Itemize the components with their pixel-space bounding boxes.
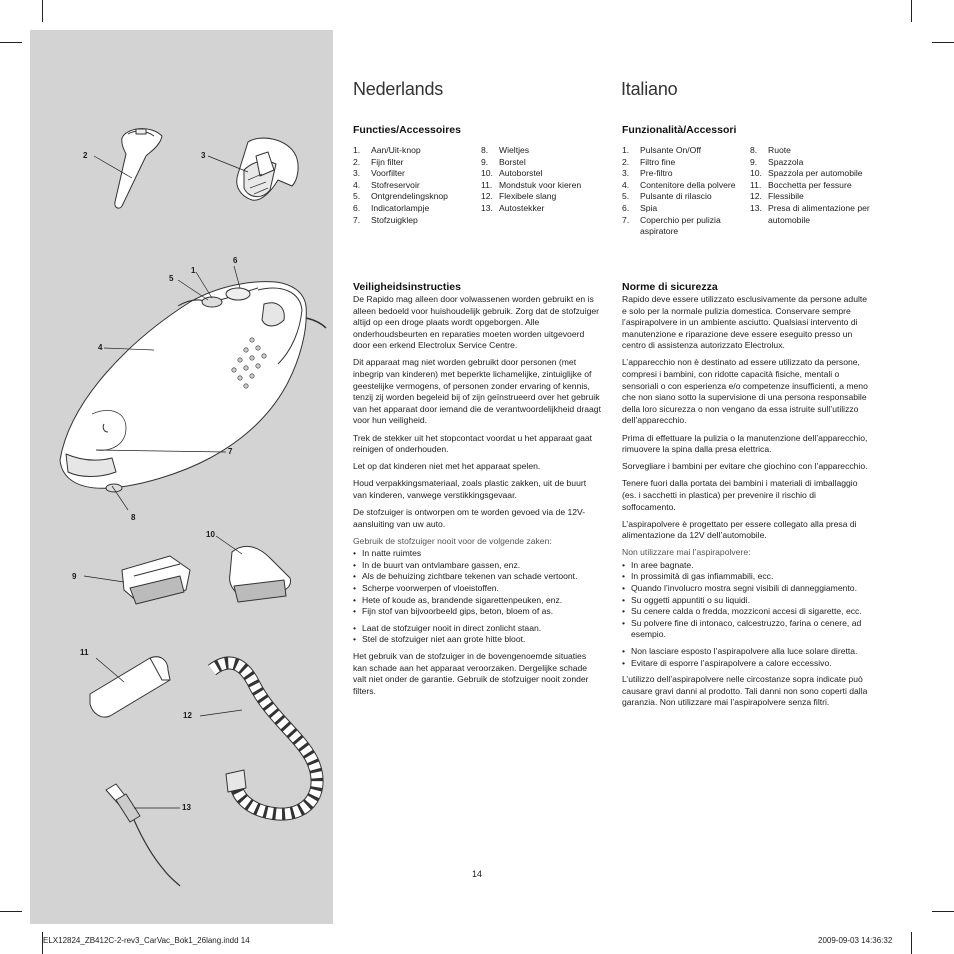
- accessory-number: 4.: [622, 179, 630, 190]
- accessory-label: Stofzuigklep: [371, 214, 418, 225]
- accessory-number: 5.: [622, 191, 630, 202]
- accessory-item: [353, 215, 477, 227]
- accessory-number: 2.: [353, 156, 361, 167]
- crop-mark: [911, 932, 912, 954]
- nl-paragraph: Dit apparaat mag niet worden gebruikt door personen (met inbegrip van kinderen) met beperkte lichamelijke, zintuiglijke of geestelijke vermogens, of personen zonder ervaring of kennis, tenzij zij worden begeleid bij of zijn geïnstrueerd over het gebruik van het apparaat door iemand die de verantwoordelijkheid draagt voor hun veiligheid.: [353, 357, 601, 426]
- list-item: • Laat de stofzuiger nooit in direct zonlicht staan.: [353, 623, 601, 635]
- callout-10: 10: [206, 530, 215, 539]
- callout-1: 1: [191, 266, 196, 275]
- accessory-number: 11.: [481, 179, 493, 190]
- accessory-item: [750, 168, 872, 180]
- vacuum-body-drawing: [60, 282, 326, 492]
- nl-paragraph: Houd verpakkingsmateriaal, zoals plastic zakken, uit de buurt van kinderen, vanwege verstikkingsgevaar.: [353, 478, 587, 500]
- list-item: • In natte ruimtes: [353, 548, 601, 560]
- it-bullet-list: [622, 560, 872, 641]
- accessory-item: [622, 180, 748, 192]
- accessory-item: [622, 215, 748, 238]
- nl-paragraph: Het gebruik van de stofzuiger in de bovengenoemde situaties kan schade aan het apparaat veroorzaken. Dergelijke schade valt niet onder de garantie. Gebruik de stofzuiger nooit zonder filters.: [353, 651, 589, 696]
- list-item: • Evitare di esporre l’aspirapolvere a calore eccessivo.: [622, 658, 872, 670]
- accessory-number: 3.: [353, 168, 361, 179]
- accessory-number: 10.: [750, 168, 762, 179]
- accessory-label: Mondstuk voor kieren: [499, 179, 582, 190]
- crop-mark: [932, 42, 954, 43]
- accessory-number: 12.: [750, 191, 762, 202]
- accessory-item: [353, 157, 477, 169]
- accessory-label: Flexibele slang: [499, 191, 557, 202]
- callout-3: 3: [201, 151, 206, 160]
- it-paragraph: Rapido deve essere utilizzato esclusivamente da persone adulte e solo per la normale pulizia domestica. Conservare sempre l’aspirapolvere in un ambiente asciutto. Qualsiasi intervento di manutenzione e riparazione deve essere eseguito presso un centro di assistenza autorizzato Electrolux.: [622, 294, 868, 351]
- accessory-label: Indicatorlampje: [371, 202, 430, 213]
- nl-paragraph: De stofzuiger is ontworpen om te worden gevoed via de 12V-aansluiting van uw auto.: [353, 507, 586, 529]
- accessory-number: 5.: [353, 191, 361, 202]
- accessory-label: Presa di alimentazione per automobile: [768, 202, 870, 225]
- brush-drawing: [122, 556, 190, 604]
- accessory-item: [481, 191, 593, 203]
- accessory-item: [622, 145, 748, 157]
- accessory-number: 13.: [481, 202, 493, 213]
- list-item: • In aree bagnate.: [622, 560, 872, 572]
- list-item: • Non lasciare esposto l’aspirapolvere alla luce solare diretta.: [622, 646, 872, 658]
- callout-5: 5: [169, 274, 174, 283]
- accessory-item: [353, 180, 477, 192]
- accessory-number: 7.: [622, 214, 630, 225]
- it-accessories-list-left: [622, 145, 748, 238]
- nl-safety-heading: Veiligheidsinstructies: [353, 281, 461, 293]
- accessory-number: 9.: [481, 156, 489, 167]
- it-bullet-list: [622, 646, 872, 669]
- list-item: • In prossimità di gas infiammabili, ecc.: [622, 571, 872, 583]
- nl-accessories-list-left: [353, 145, 477, 226]
- accessory-number: 13.: [750, 202, 762, 213]
- accessory-item: [481, 157, 593, 169]
- it-paragraph: Sorvegliare i bambini per evitare che giochino con l’apparecchio.: [622, 461, 868, 472]
- callout-13: 13: [182, 803, 191, 812]
- accessory-number: 11.: [750, 179, 762, 190]
- accessory-item: [481, 203, 593, 215]
- accessory-item: [481, 145, 593, 157]
- accessory-label: Aan/Uit-knop: [371, 145, 421, 155]
- callout-12: 12: [183, 711, 192, 720]
- it-safety-text: [622, 294, 872, 715]
- accessory-number: 1.: [353, 145, 361, 155]
- crop-mark: [42, 0, 43, 22]
- accessory-item: [750, 191, 872, 203]
- accessory-item: [750, 203, 872, 226]
- accessory-number: 8.: [481, 145, 489, 155]
- nl-paragraph: Trek de stekker uit het stopcontact voordat u het apparaat gaat reinigen of onderhouden.: [353, 432, 593, 455]
- list-item: • Su polvere fine di intonaco, calcestruzzo, farina o cenere, ad esempio.: [622, 618, 872, 641]
- accessory-number: 3.: [622, 168, 630, 179]
- accessory-number: 9.: [750, 156, 758, 167]
- accessory-item: [750, 157, 872, 169]
- accessory-number: 6.: [622, 202, 630, 213]
- accessory-label: Borstel: [499, 156, 526, 167]
- accessory-item: [481, 168, 593, 180]
- nl-title: Nederlands: [353, 79, 444, 99]
- accessory-label: Spazzola per automobile: [768, 168, 863, 179]
- it-paragraph: L’utilizzo dell’aspirapolvere nelle circostanze sopra indicate può causare gravi danni al prodotto. Tali danni non sono coperti dalla garanzia. Non utilizzare mai l’aspirapolvere senza filtri.: [622, 674, 868, 708]
- it-paragraph: L’aspirapolvere è progettato per essere collegato alla presa di alimentazione da 12V dell’automobile.: [622, 518, 857, 541]
- list-item: • Fijn stof van bijvoorbeeld gips, beton, bloem of as.: [353, 606, 601, 618]
- it-accessories-heading: Funzionalità/Accessori: [622, 124, 737, 136]
- accessory-item: [750, 145, 872, 157]
- list-item: • Su oggetti appuntiti o su liquidi.: [622, 595, 872, 607]
- it-list-intro: Non utilizzare mai l’aspirapolvere:: [622, 547, 751, 558]
- callout-2: 2: [83, 151, 88, 160]
- crop-mark: [911, 0, 912, 22]
- accessory-item: [353, 168, 477, 180]
- accessory-number: 1.: [622, 145, 630, 155]
- accessory-label: Stofreservoir: [371, 179, 420, 190]
- accessory-number: 6.: [353, 202, 361, 213]
- product-illustration: [30, 30, 333, 924]
- accessory-item: [622, 168, 748, 180]
- accessory-label: Coperchio per pulizia aspiratore: [640, 214, 721, 237]
- nl-paragraph: Let op dat kinderen niet met het apparaat spelen.: [353, 461, 541, 472]
- callout-7: 7: [228, 447, 233, 456]
- accessory-number: 2.: [622, 156, 630, 167]
- accessory-number: 12.: [481, 191, 493, 202]
- accessory-item: [750, 180, 872, 192]
- nl-paragraph: De Rapido mag alleen door volwassenen worden gebruikt en is alleen bedoeld voor huishoudelijk gebruik. Zorg dat de stofzuiger altijd op een droge plaats wordt opgeborgen. Alle onderhoudsbeurten en reparaties moeten worden uitgevoerd door een erkend Electrolux Service Centre.: [353, 294, 600, 351]
- accessory-item: [481, 180, 593, 192]
- list-item: • Scherpe voorwerpen of vloeistoffen.: [353, 583, 601, 595]
- accessory-label: Filtro fine: [640, 156, 676, 167]
- list-item: • Hete of koude as, brandende sigarettenpeuken, enz.: [353, 595, 601, 607]
- accessory-item: [622, 203, 748, 215]
- nl-accessories-list-right: [481, 145, 593, 215]
- accessory-label: Flessibile: [768, 191, 804, 202]
- accessory-label: Ontgrendelingsknop: [371, 191, 448, 202]
- accessory-label: Pulsante On/Off: [640, 145, 701, 155]
- accessory-label: Pre-filtro: [640, 168, 673, 179]
- callout-4: 4: [98, 343, 103, 352]
- accessory-item: [353, 145, 477, 157]
- nl-bullet-list: [353, 548, 601, 618]
- pre-filter-drawing: [237, 138, 298, 200]
- callout-8: 8: [131, 513, 136, 522]
- list-item: • Als de behuizing zichtbare tekenen van schade vertoont.: [353, 571, 601, 583]
- accessory-label: Spazzola: [768, 156, 804, 167]
- footer-file-name: ELX12824_ZB412C-2-rev3_CarVac_Bok1_26lang.indd 14: [43, 936, 250, 945]
- accessory-label: Contenitore della polvere: [640, 179, 736, 190]
- accessory-label: Pulsante di rilascio: [640, 191, 712, 202]
- accessory-item: [353, 203, 477, 215]
- page-number: 14: [472, 869, 483, 879]
- it-paragraph: Prima di effettuare la pulizia o la manutenzione dell’apparecchio, rimuovere la spina dalla presa elettrica.: [622, 432, 868, 455]
- crevice-nozzle-drawing: [90, 657, 170, 717]
- accessory-number: 7.: [353, 214, 361, 225]
- it-paragraph: L’apparecchio non è destinato ad essere utilizzato da persone, compresi i bambini, con ridotte capacità fisiche, mentali o sensoriali o con esperienza e/o competenze insufficienti, a meno che non siano sotto la supervisione di una persona responsabile della loro sicurezza o non vengano da essa istruite sull’utilizzo dell’apparecchio.: [622, 357, 868, 426]
- callout-9: 9: [72, 572, 77, 581]
- flexible-hose-drawing: [212, 663, 317, 814]
- accessory-label: Spia: [640, 202, 658, 213]
- nl-safety-text: [353, 294, 601, 703]
- car-plug-drawing: [106, 784, 180, 886]
- crop-mark: [0, 911, 22, 912]
- accessory-label: Fijn filter: [371, 156, 404, 167]
- crop-mark: [932, 911, 954, 912]
- accessory-label: Autostekker: [499, 202, 545, 213]
- it-accessories-list-right: [750, 145, 872, 226]
- list-item: • Su cenere calda o fredda, mozziconi accesi di sigarette, ecc.: [622, 606, 872, 618]
- accessory-label: Bocchetta per fessure: [768, 179, 852, 190]
- accessory-item: [622, 157, 748, 169]
- accessory-item: [353, 191, 477, 203]
- accessory-label: Wieltjes: [499, 145, 530, 155]
- nl-bullet-list: [353, 623, 601, 646]
- nl-accessories-heading: Functies/Accessoires: [353, 124, 461, 136]
- list-item: • Quando l’involucro mostra segni visibili di danneggiamento.: [622, 583, 872, 595]
- it-title: Italiano: [621, 79, 678, 99]
- accessory-label: Ruote: [768, 145, 791, 155]
- fine-filter-drawing: [115, 129, 162, 208]
- car-brush-drawing: [230, 546, 291, 602]
- it-safety-heading: Norme di sicurezza: [622, 281, 718, 293]
- list-item: • In de buurt van ontvlambare gassen, enz.: [353, 560, 601, 572]
- accessory-item: [622, 191, 748, 203]
- accessory-number: 4.: [353, 179, 361, 190]
- footer-timestamp: 2009-09-03 14:36:32: [818, 936, 893, 945]
- list-item: • Stel de stofzuiger niet aan grote hitte bloot.: [353, 634, 601, 646]
- accessory-number: 8.: [750, 145, 758, 155]
- callout-11: 11: [80, 648, 89, 657]
- accessory-number: 10.: [481, 168, 493, 179]
- accessory-label: Autoborstel: [499, 168, 543, 179]
- accessory-label: Voorfilter: [371, 168, 405, 179]
- it-paragraph: Tenere fuori dalla portata dei bambini i materiali di imballaggio (es. i sacchetti in plastica) per prevenire il rischio di soffocamento.: [622, 478, 858, 512]
- crop-mark: [0, 42, 22, 43]
- callout-6: 6: [233, 256, 238, 265]
- nl-list-intro: Gebruik de stofzuiger nooit voor de volgende zaken:: [353, 535, 552, 546]
